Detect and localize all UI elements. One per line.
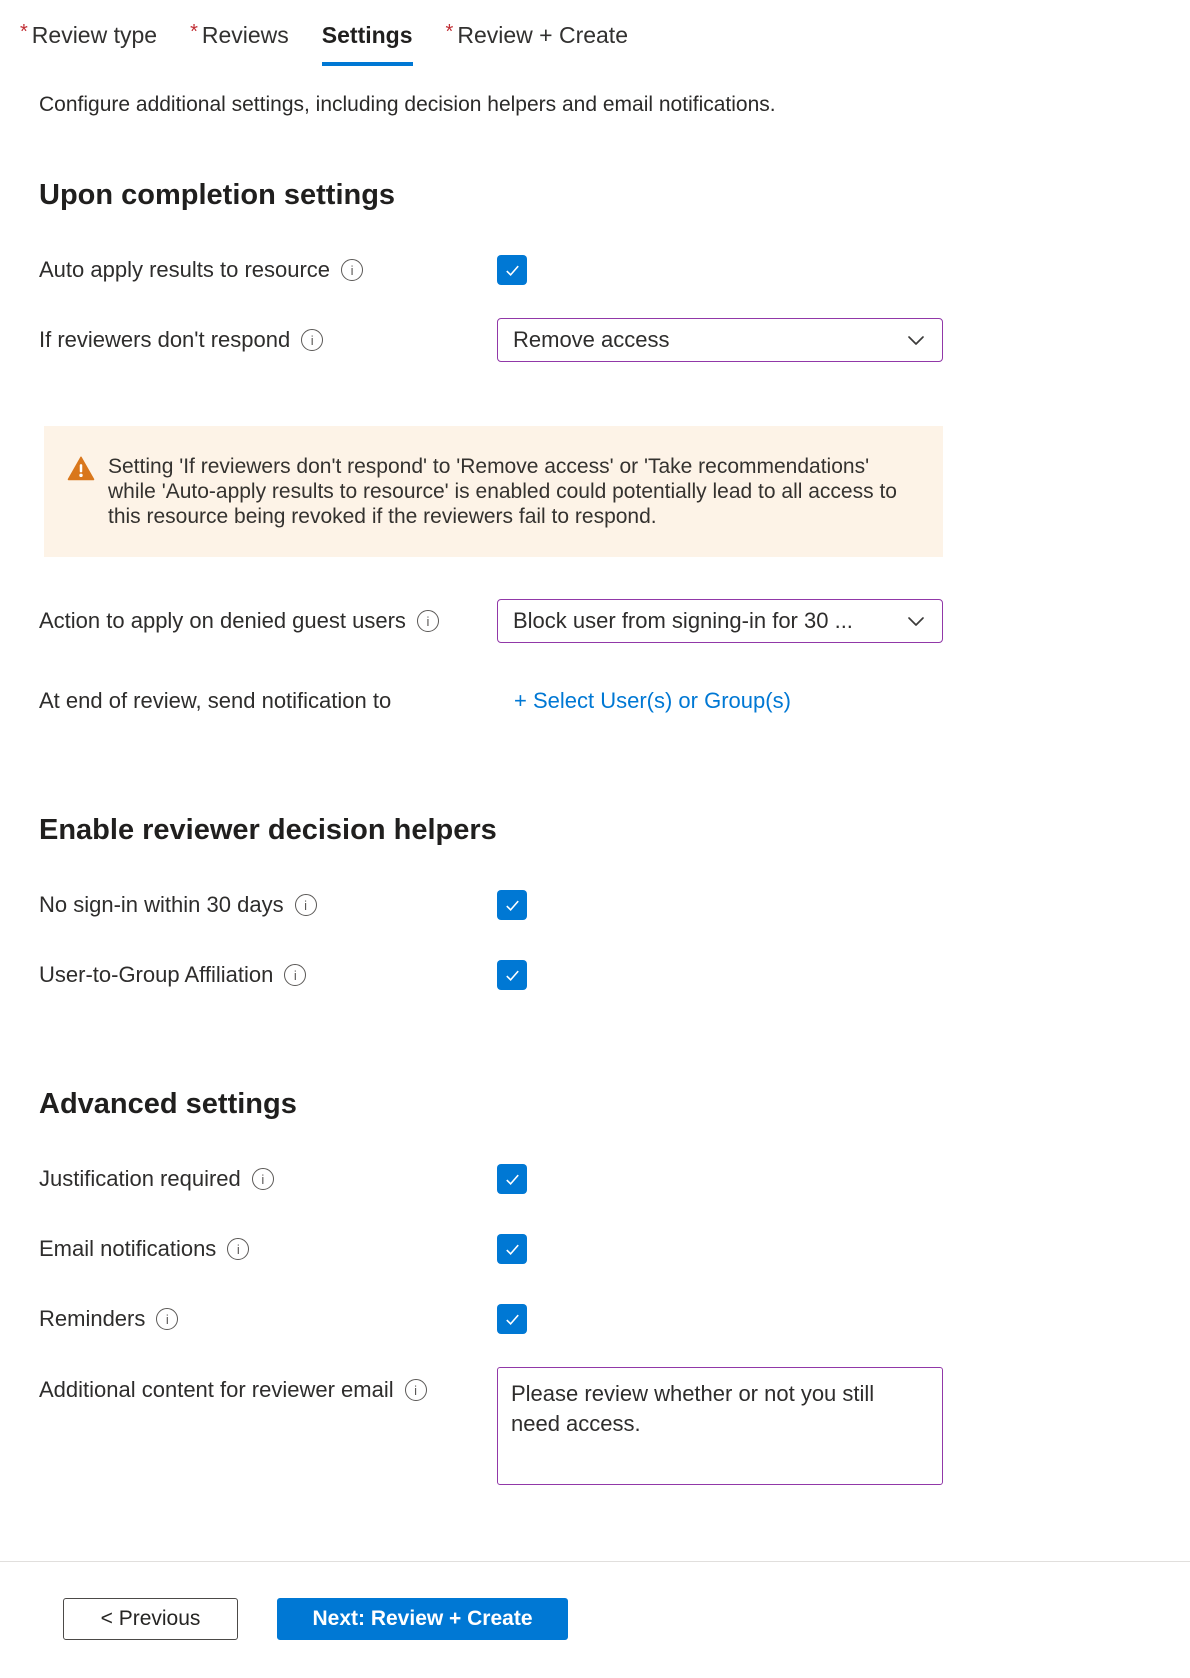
reminders-label: Reminders: [39, 1306, 146, 1331]
row-auto-apply: [39, 248, 1190, 292]
reviewer-email-content-label: Additional content for reviewer email: [39, 1377, 394, 1402]
checkmark-icon: [503, 1310, 522, 1329]
wizard-footer: [0, 1561, 1190, 1672]
tab-label: Review + Create: [457, 22, 628, 48]
previous-button[interactable]: < Previous: [63, 1598, 238, 1640]
row-reviewer-email-content: [39, 1367, 1190, 1485]
row-denied-guest-action: [39, 599, 1190, 643]
dropdown-selected-value: Remove access: [513, 327, 670, 352]
info-icon[interactable]: i: [341, 259, 363, 281]
tab-label: Settings: [321, 22, 413, 48]
info-icon[interactable]: i: [417, 610, 439, 632]
row-justification: [39, 1157, 1190, 1201]
page-description: Configure additional settings, including decision helpers and email notifications.: [39, 93, 776, 116]
reviewer-email-content-textarea[interactable]: [497, 1367, 943, 1485]
tab-review-type[interactable]: [20, 20, 157, 66]
row-user-group-affiliation: [39, 953, 1190, 997]
next-review-create-button[interactable]: Next: Review + Create: [277, 1598, 568, 1640]
row-email-notifications: [39, 1227, 1190, 1271]
warning-banner: [44, 426, 943, 557]
row-no-sign-in: [39, 883, 1190, 927]
section-decision-helpers-heading: Enable reviewer decision helpers: [39, 814, 497, 846]
info-icon[interactable]: i: [156, 1308, 178, 1330]
checkmark-icon: [503, 1240, 522, 1259]
required-asterisk: *: [445, 21, 454, 43]
no-sign-in-label: No sign-in within 30 days: [39, 892, 284, 917]
checkmark-icon: [503, 261, 522, 280]
denied-guest-action-dropdown[interactable]: [497, 599, 943, 643]
justification-label: Justification required: [39, 1166, 241, 1191]
no-sign-in-checkbox[interactable]: [497, 890, 527, 920]
tab-review-create[interactable]: [446, 20, 628, 66]
reminders-checkbox[interactable]: [497, 1304, 527, 1334]
email-notifications-label: Email notifications: [39, 1236, 217, 1261]
info-icon[interactable]: i: [284, 964, 306, 986]
tab-label: Review type: [31, 22, 158, 48]
info-icon[interactable]: i: [405, 1379, 427, 1401]
checkmark-icon: [503, 966, 522, 985]
if-no-respond-dropdown[interactable]: [497, 318, 943, 362]
chevron-down-icon: [904, 328, 928, 352]
info-icon[interactable]: i: [252, 1168, 274, 1190]
info-icon[interactable]: i: [227, 1238, 249, 1260]
email-notifications-checkbox[interactable]: [497, 1234, 527, 1264]
end-notification-label: At end of review, send notification to: [39, 688, 392, 713]
warning-icon: [67, 456, 95, 481]
checkmark-icon: [503, 1170, 522, 1189]
info-icon[interactable]: i: [301, 329, 323, 351]
section-upon-completion-heading: Upon completion settings: [39, 179, 396, 211]
denied-guest-action-label: Action to apply on denied guest users: [39, 608, 406, 633]
row-end-notification: [39, 679, 1190, 723]
row-reminders: [39, 1297, 1190, 1341]
select-users-groups-link[interactable]: + Select User(s) or Group(s): [514, 688, 791, 713]
required-asterisk: *: [20, 21, 28, 43]
wizard-tabs: [0, 0, 1190, 66]
row-if-no-respond: [39, 318, 1190, 362]
auto-apply-checkbox[interactable]: [497, 255, 527, 285]
auto-apply-label: Auto apply results to resource: [39, 257, 331, 282]
required-asterisk: *: [190, 21, 198, 43]
tab-label: Reviews: [201, 22, 289, 48]
warning-text: Setting 'If reviewers don't respond' to 'Remove access' or 'Take recommendations' while 'Auto-apply results to resource' is enabled could potentially lead to all access to this resource being revoked if the reviewers fail to respond.: [108, 455, 897, 528]
user-group-affiliation-label: User-to-Group Affiliation: [39, 962, 274, 987]
checkmark-icon: [503, 896, 522, 915]
if-no-respond-label: If reviewers don't respond: [39, 327, 291, 352]
tab-reviews[interactable]: [190, 20, 289, 66]
justification-checkbox[interactable]: [497, 1164, 527, 1194]
user-group-affiliation-checkbox[interactable]: [497, 960, 527, 990]
info-icon[interactable]: i: [295, 894, 317, 916]
section-advanced-heading: Advanced settings: [39, 1088, 297, 1120]
tab-settings[interactable]: [322, 20, 413, 66]
chevron-down-icon: [904, 609, 928, 633]
dropdown-selected-value: Block user from signing-in for 30 ...: [513, 608, 853, 633]
